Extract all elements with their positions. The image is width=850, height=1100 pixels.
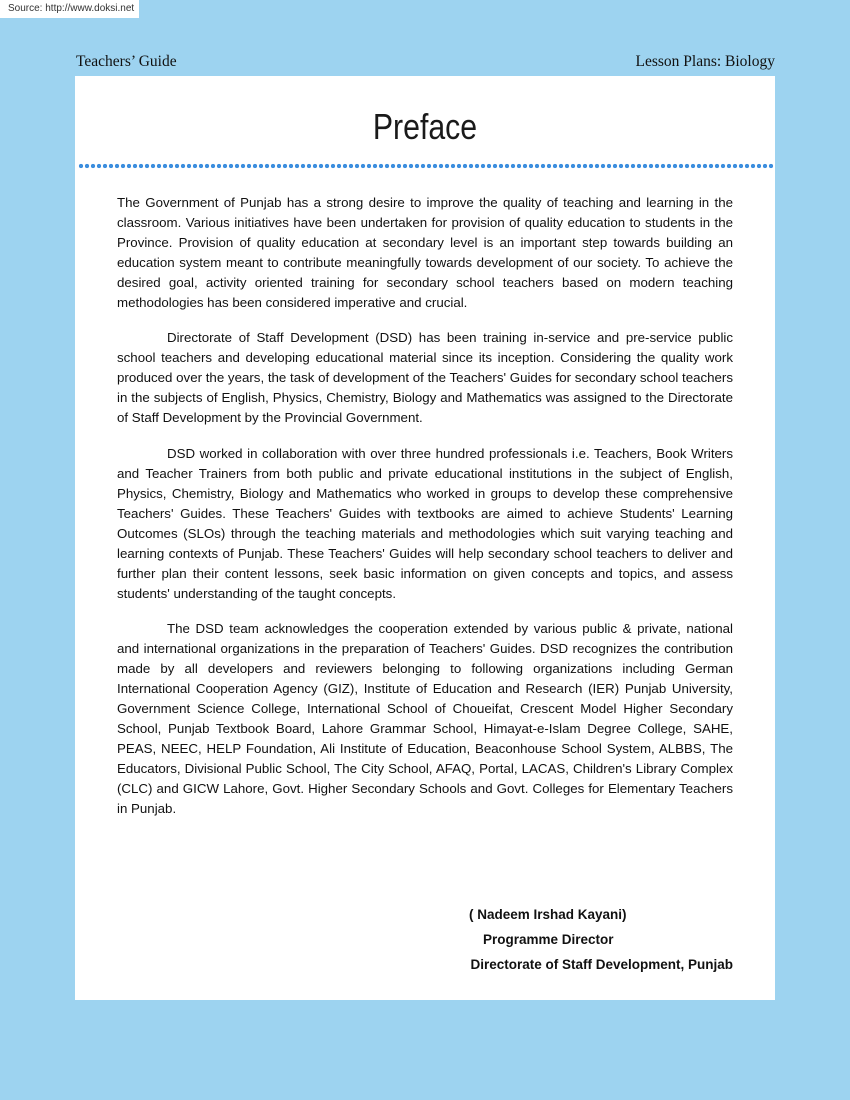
signatory-name: ( Nadeem Irshad Kayani) xyxy=(469,907,627,922)
page-title: Preface xyxy=(372,106,478,147)
source-label: Source: http://www.doksi.net xyxy=(0,0,139,18)
signatory-organization: Directorate of Staff Development, Punjab xyxy=(470,957,733,972)
running-header-left: Teachers’ Guide xyxy=(76,53,177,70)
signatory-role: Programme Director xyxy=(483,932,614,947)
running-header-right: Lesson Plans: Biology xyxy=(635,53,775,70)
paragraph-3: DSD worked in collaboration with over three hundred professionals i.e. Teachers, Book Writers and Teacher Trainers from both public and private educational institutions in the subject of English, Physics, Chemistry, Biology and Mathematics who worked in groups to develop these comprehensive Teachers' Guides. These Teachers' Guides with textbooks are aimed to achieve Students' Learning Outcomes (SLOs) through the teaching materials and methodologies which suit varying teaching and learning contexts of Punjab. These Teachers' Guides will help secondary school teachers to deliver and further plan their content lessons, seek basic information on given concepts and topics, and assess students' understanding of the taught concepts. xyxy=(117,445,733,601)
paragraph-4: The DSD team acknowledges the cooperation extended by various public & private, national and international organizations in the preparation of Teachers' Guides. DSD recognizes the contribution made by all developers and reviewers belonging to following organizations including German International Cooperation Agency (GIZ), Institute of Education and Research (IER) Punjab University, Government Science College, International School of Choueifat, Crescent Model Higher Secondary School, Punjab Textbook Board, Lahore Grammar School, Himayat-e-Islam Degree College, SAHE, PEAS, NEEC, HELP Foundation, Ali Institute of Education, Beaconhouse School System, ALBBS, The Educators, Divisional Public School, The City School, AFAQ, Portal, LACAS, Children's Library Complex (CLC) and GICW Lahore, Govt. Higher Secondary Schools and Govt. Colleges for Elementary Teachers in Punjab. xyxy=(117,620,733,817)
paragraph-2: Directorate of Staff Development (DSD) has been training in-service and pre-service public school teachers and developing educational material since its inception. Considering the quality work produced over the years, the task of development of the Teachers' Guides for secondary school teachers in the subjects of English, Physics, Chemistry, Biology and Mathematics was assigned to the Directorate of Staff Development by the Provincial Government. xyxy=(117,330,733,426)
paragraph-1: The Government of Punjab has a strong desire to improve the quality of teaching and learning in the classroom. Various initiatives have been undertaken for provision of quality education to students in the Province. Provision of quality education at secondary level is an important step towards building an education system meant to contribute meaningfully towards development of our society. To achieve the desired goal, activity oriented training for secondary school teachers based on modern teaching methodologies has been considered imperative and crucial. xyxy=(117,195,733,311)
signature-block xyxy=(403,905,733,980)
preface-body xyxy=(117,193,733,834)
dotted-divider xyxy=(78,163,774,169)
